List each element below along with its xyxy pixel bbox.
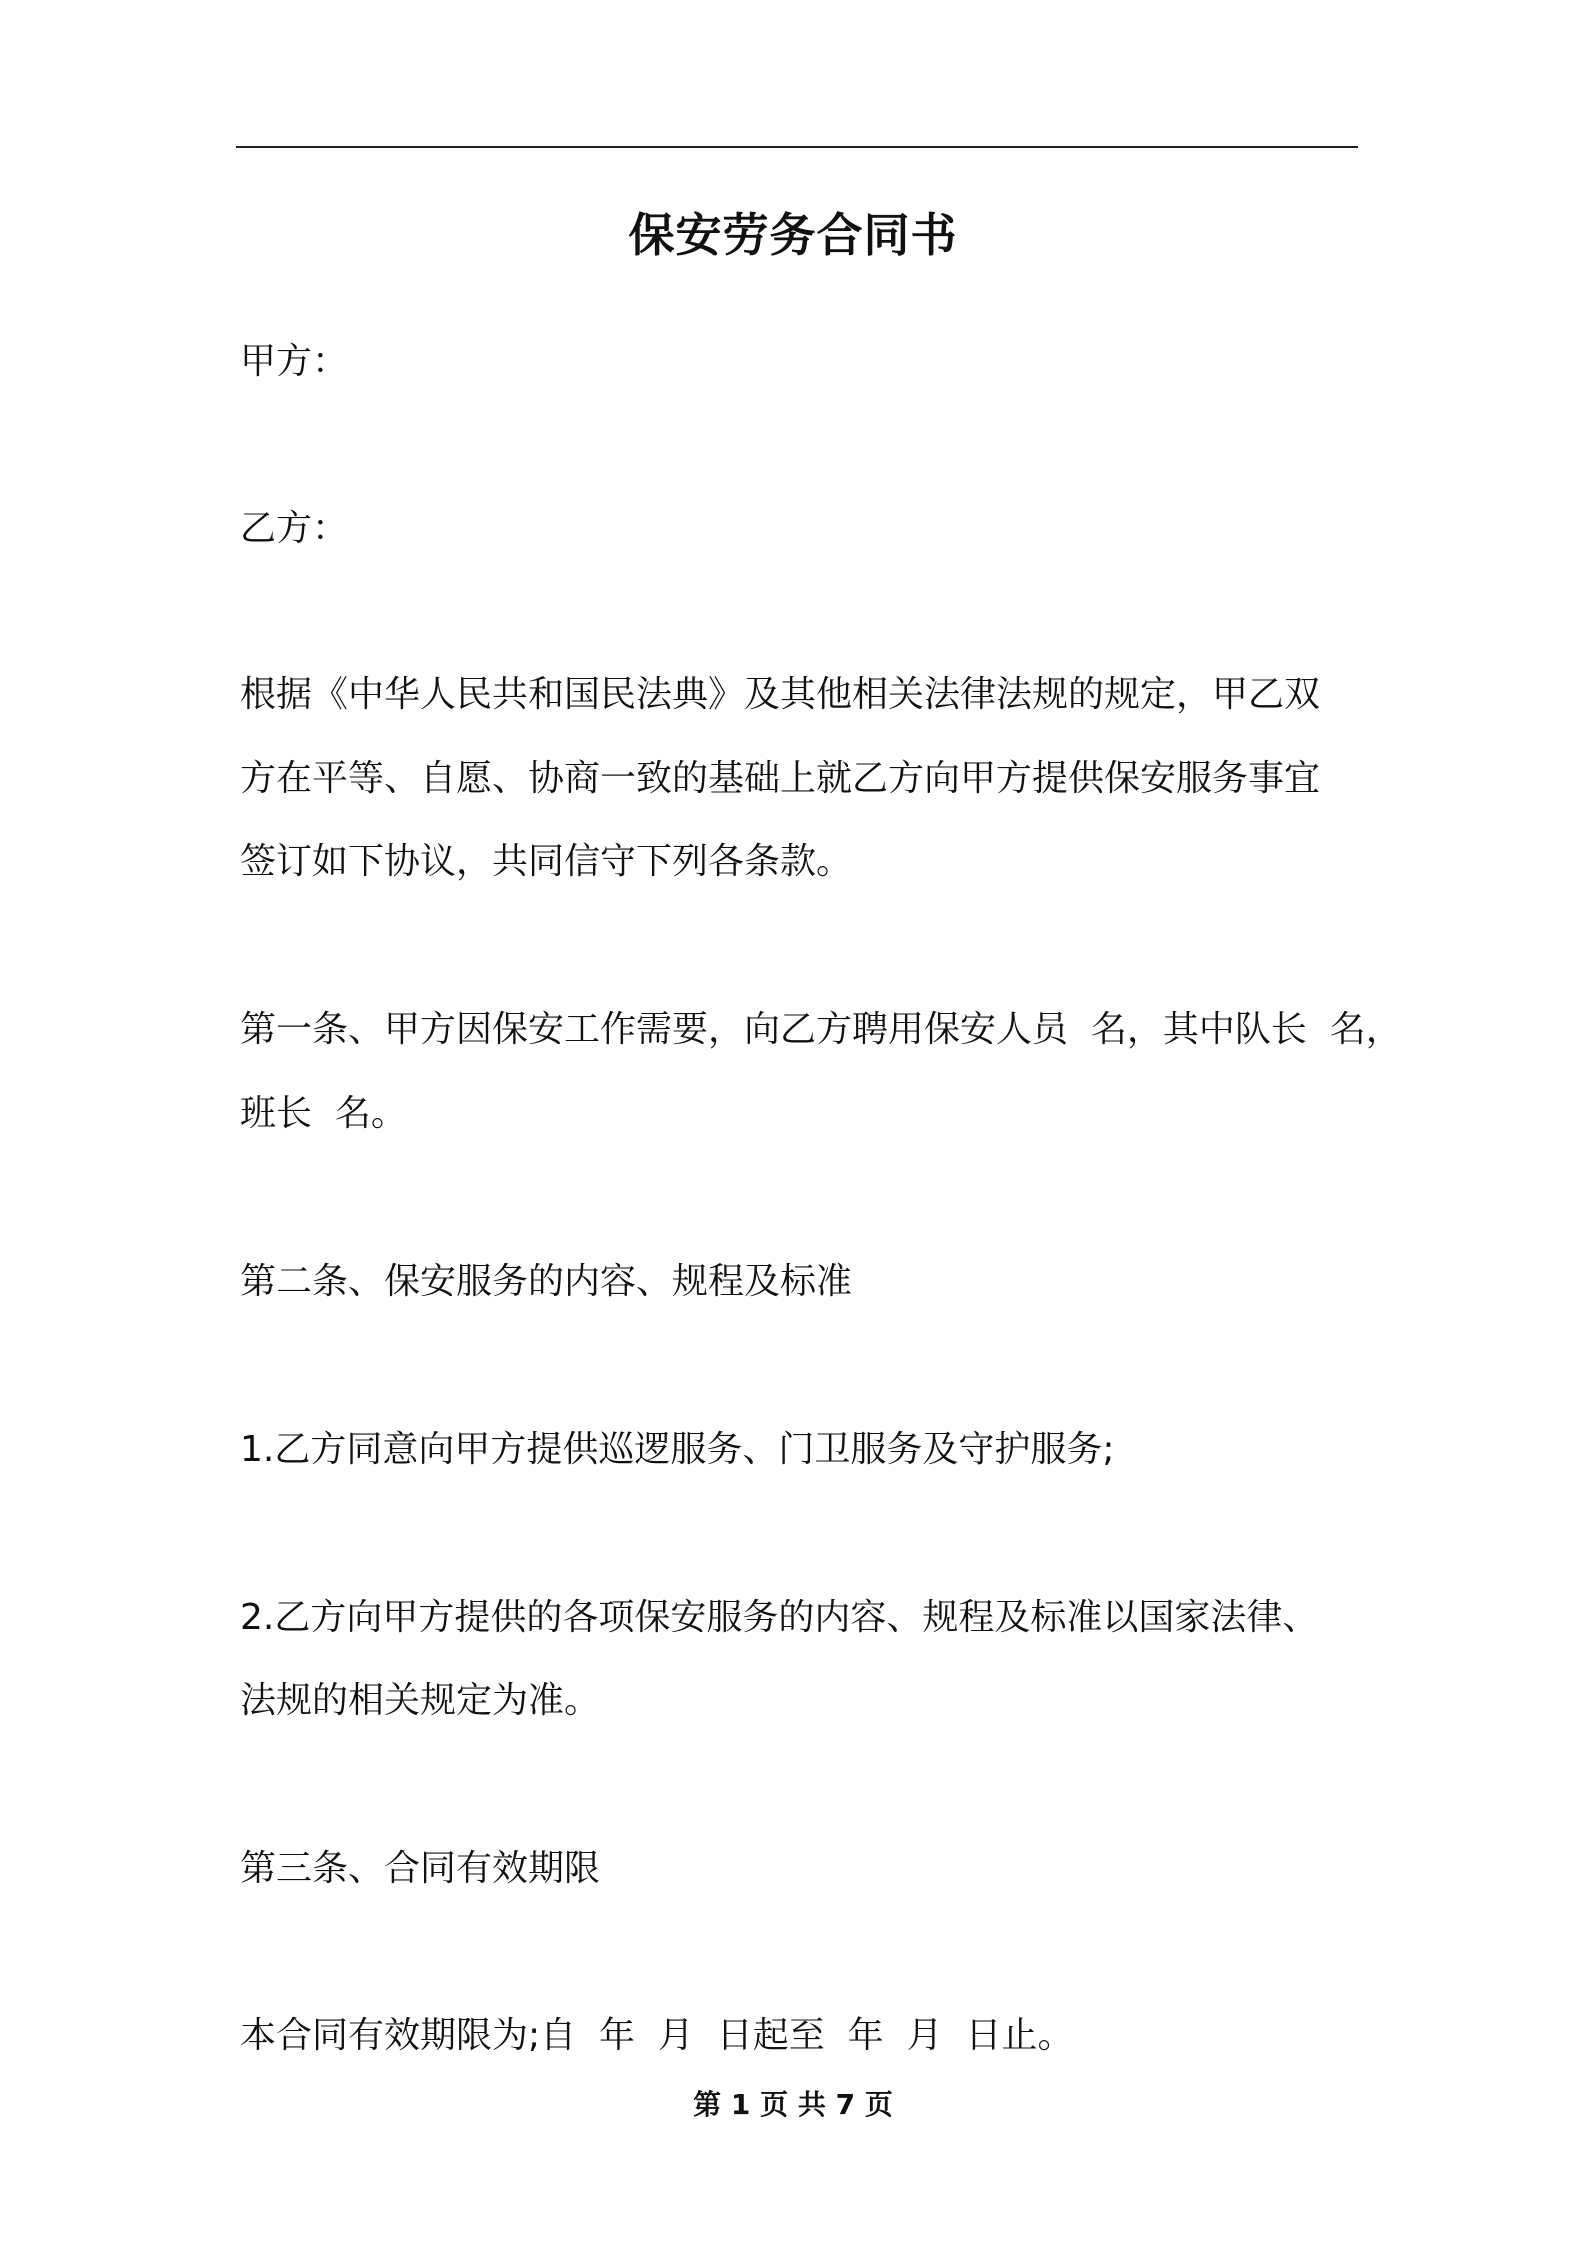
article2-heading: 第二条、保安服务的内容、规程及标准 [240, 1261, 853, 1302]
article3-heading: 第三条、合同有效期限 [240, 1848, 601, 1889]
article1-line-2: 班长 名。 [240, 1093, 407, 1134]
document-title: 保安劳务合同书 [628, 208, 958, 262]
intro-line-2: 方在平等、自愿、协商一致的基础上就乙方向甲方提供保安服务事宜 [240, 758, 1321, 799]
party-a-label: 甲方： [240, 341, 349, 382]
article2-item-1: 1.乙方同意向甲方提供巡逻服务、门卫服务及守护服务; [240, 1429, 1115, 1470]
page-number-footer: 第 1 页 共 7 页 [693, 2088, 893, 2121]
intro-line-1: 根据《中华人民共和国民法典》及其他相关法律法规的规定，甲乙双 [240, 674, 1321, 715]
article2-item-2-line-2: 法规的相关规定为准。 [240, 1680, 601, 1721]
article1-line-1: 第一条、甲方因保安工作需要，向乙方聘用保安人员 名，其中队长 名， [240, 1009, 1402, 1050]
header-rule [236, 146, 1358, 148]
article2-item-2-line-1: 2.乙方向甲方提供的各项保安服务的内容、规程及标准以国家法律、 [240, 1597, 1319, 1638]
party-b-label: 乙方： [240, 508, 349, 549]
intro-line-3: 签订如下协议，共同信守下列各条款。 [240, 841, 853, 882]
article3-text: 本合同有效期限为;自 年 月 日起至 年 月 日止。 [240, 2015, 1074, 2056]
